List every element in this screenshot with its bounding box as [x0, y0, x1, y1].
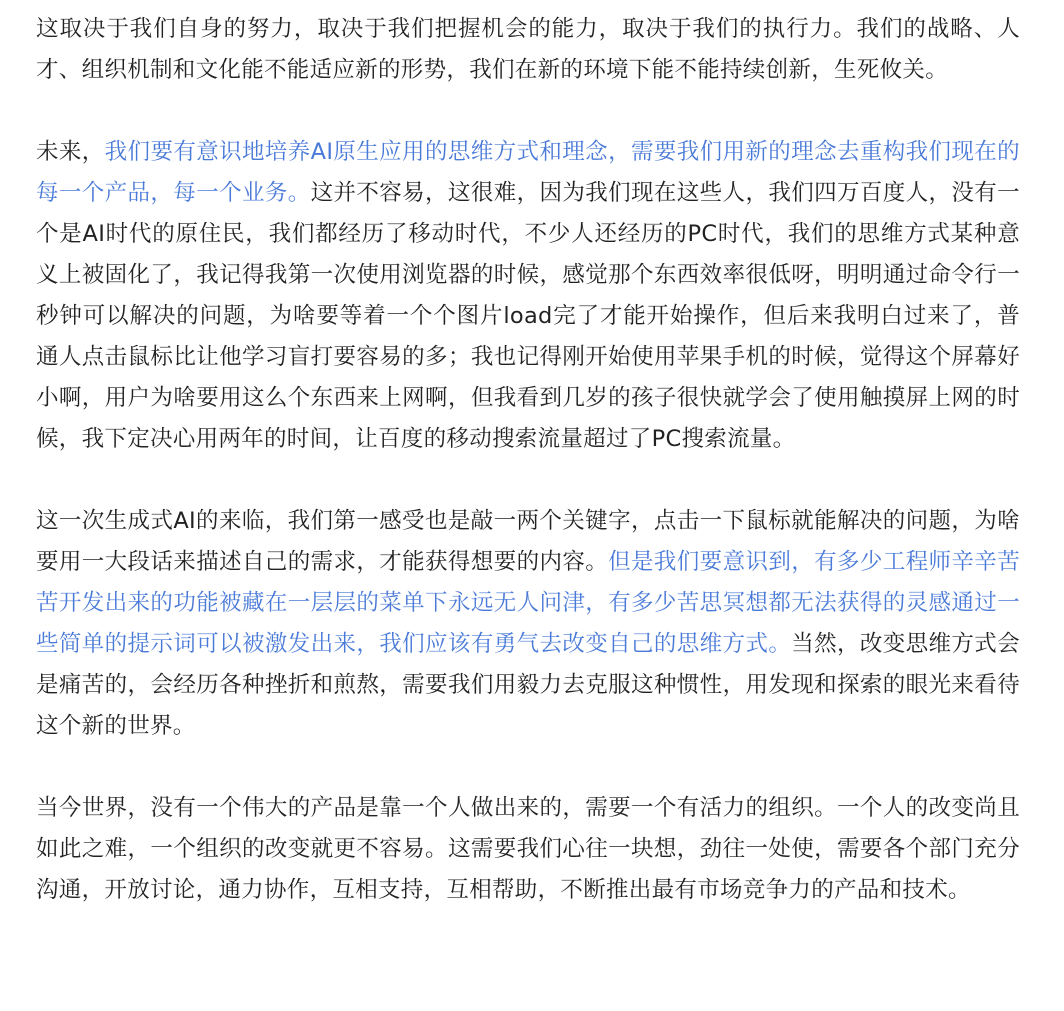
paragraph-3-lead: 这一次生成式AI的来临，我们第一感受也是敲一两个关键字，点击一下鼠标就能解决的问题，为啥要用一大段话来描述自己的需求，才能获得想要的内容。 [36, 508, 1020, 575]
paragraph-1 [36, 9, 1020, 91]
paragraph-3-highlight: 但是我们要意识到，有多少工程师辛辛苦苦开发出来的功能被藏在一层层的菜单下永远无人问津，有多少苦思冥想都无法获得的灵感通过一些简单的提示词可以被激发出来，我们应该有勇气去改变自己的思维方式。 [36, 549, 1020, 657]
paragraph-2-highlight: 我们要有意识地培养AI原生应用的思维方式和理念，需要我们用新的理念去重构我们现在的每一个产品，每一个业务。 [36, 139, 1020, 206]
paragraph-3-body: 当然，改变思维方式会是痛苦的，会经历各种挫折和煎熬，需要我们用毅力去克服这种惯性，用发现和探索的眼光来看待这个新的世界。 [36, 631, 1020, 739]
paragraph-2 [36, 132, 1020, 460]
paragraph-2-lead: 未来， [36, 139, 105, 165]
paragraph-1-text: 这取决于我们自身的努力，取决于我们把握机会的能力，取决于我们的执行力。我们的战略、人才、组织机制和文化能不能适应新的形势，我们在新的环境下能不能持续创新，生死攸关。 [36, 16, 1020, 83]
paragraph-4-text: 当今世界，没有一个伟大的产品是靠一个人做出来的，需要一个有活力的组织。一个人的改变尚且如此之难，一个组织的改变就更不容易。这需要我们心往一块想，劲往一处使，需要各个部门充分沟通，开放讨论，通力协作，互相支持，互相帮助，不断推出最有市场竞争力的产品和技术。 [36, 795, 1020, 903]
paragraph-2-body: 这并不容易，这很难，因为我们现在这些人，我们四万百度人，没有一个是AI时代的原住民，我们都经历了移动时代，不少人还经历的PC时代，我们的思维方式某种意义上被固化了，我记得我第一次使用浏览器的时候，感觉那个东西效率很低呀，明明通过命令行一秒钟可以解决的问题，为啥要等着一个个图片load完了才能开始操作，但后来我明白过来了，普通人点击鼠标比让他学习盲打要容易的多；我也记得刚开始使用苹果手机的时候，觉得这个屏幕好小啊，用户为啥要用这么个东西来上网啊，但我看到几岁的孩子很快就学会了使用触摸屏上网的时候，我下定决心用两年的时间，让百度的移动搜索流量超过了PC搜索流量。 [36, 180, 1020, 452]
paragraph-3 [36, 501, 1020, 747]
paragraph-4 [36, 788, 1020, 911]
